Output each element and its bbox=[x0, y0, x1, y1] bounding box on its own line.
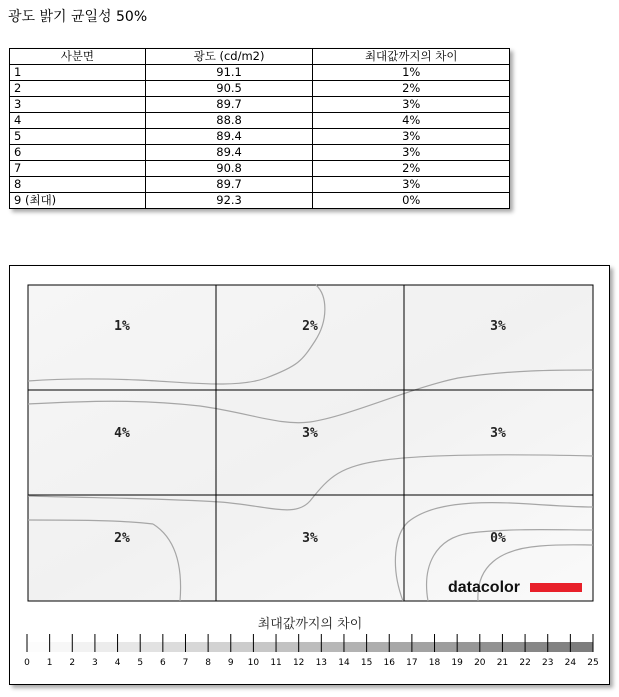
legend-tick-label: 16 bbox=[383, 658, 395, 668]
legend-swatch bbox=[253, 642, 276, 652]
legend-tick-label: 14 bbox=[338, 658, 350, 668]
legend-swatch bbox=[231, 642, 254, 652]
legend-swatch bbox=[72, 642, 95, 652]
legend-swatch bbox=[118, 642, 141, 652]
legend-swatch bbox=[299, 642, 322, 652]
luminance-cell: 89.4 bbox=[145, 145, 313, 161]
legend-title: 최대값까지의 차이 bbox=[257, 617, 363, 632]
cell-label-5: 3% bbox=[302, 426, 318, 441]
legend-tick-label: 20 bbox=[474, 658, 486, 668]
legend-tick-label: 8 bbox=[205, 658, 211, 668]
legend-swatch bbox=[95, 642, 118, 652]
header-luminance: 광도 (cd/m2) bbox=[145, 49, 313, 65]
legend-swatch bbox=[163, 642, 186, 652]
table-row bbox=[10, 65, 510, 81]
legend-tick-label: 12 bbox=[292, 658, 305, 668]
legend-swatch bbox=[140, 642, 163, 652]
datacolor-logo: datacolor bbox=[448, 579, 521, 596]
quadrant-cell: 1 bbox=[10, 65, 146, 81]
legend-swatch bbox=[50, 642, 73, 652]
quadrant-cell: 9 (최대) bbox=[10, 193, 146, 209]
quadrant-cell: 2 bbox=[10, 81, 146, 97]
cell-label-4: 4% bbox=[114, 426, 130, 441]
cell-label-1: 1% bbox=[114, 319, 130, 334]
legend-tick-label: 6 bbox=[159, 658, 166, 668]
legend-tick-labels bbox=[24, 658, 599, 668]
difference-cell: 1% bbox=[313, 65, 510, 81]
legend-swatch bbox=[276, 642, 299, 652]
cell-label-9: 0% bbox=[490, 531, 506, 546]
legend-swatch bbox=[525, 642, 548, 652]
difference-cell: 3% bbox=[313, 177, 510, 193]
legend-tick-label: 4 bbox=[114, 658, 121, 668]
luminance-cell: 90.8 bbox=[145, 161, 313, 177]
quadrant-cell: 3 bbox=[10, 97, 146, 113]
header-difference: 최대값까지의 차이 bbox=[313, 49, 510, 65]
luminance-cell: 89.4 bbox=[145, 129, 313, 145]
legend-scale bbox=[27, 634, 593, 652]
legend-swatch bbox=[208, 642, 231, 652]
uniformity-map-panel bbox=[9, 265, 610, 685]
legend-tick-label: 23 bbox=[541, 658, 554, 668]
table-row bbox=[10, 97, 510, 113]
table-row bbox=[10, 161, 510, 177]
luminance-cell: 90.5 bbox=[145, 81, 313, 97]
legend-tick-label: 24 bbox=[564, 658, 577, 668]
luminance-cell: 89.7 bbox=[145, 177, 313, 193]
legend-tick-label: 0 bbox=[24, 658, 30, 668]
difference-cell: 3% bbox=[313, 145, 510, 161]
difference-cell: 2% bbox=[313, 161, 510, 177]
legend-swatch bbox=[502, 642, 525, 652]
difference-cell: 3% bbox=[313, 129, 510, 145]
legend-swatch bbox=[412, 642, 435, 652]
legend-swatch bbox=[570, 642, 593, 652]
legend-tick-label: 18 bbox=[428, 658, 441, 668]
page-title: 광도 밝기 균일성 50% bbox=[8, 9, 148, 25]
legend-tick-label: 1 bbox=[46, 658, 53, 668]
legend-swatch bbox=[344, 642, 367, 652]
legend-swatch bbox=[389, 642, 412, 652]
table-row bbox=[10, 113, 510, 129]
quadrant-cell: 4 bbox=[10, 113, 146, 129]
legend-tick-label: 21 bbox=[496, 658, 509, 668]
legend-swatch bbox=[185, 642, 208, 652]
quadrant-cell: 7 bbox=[10, 161, 146, 177]
quadrant-cell: 5 bbox=[10, 129, 146, 145]
legend-tick-label: 7 bbox=[182, 658, 189, 668]
luminance-table-container bbox=[9, 48, 510, 209]
difference-cell: 4% bbox=[313, 113, 510, 129]
cell-label-6: 3% bbox=[490, 426, 506, 441]
datacolor-logo-bar bbox=[530, 583, 582, 592]
legend-tick-label: 15 bbox=[360, 658, 373, 668]
cell-label-2: 2% bbox=[302, 319, 318, 334]
table-row bbox=[10, 193, 510, 209]
legend-tick-label: 22 bbox=[519, 658, 531, 668]
luminance-table bbox=[9, 48, 510, 209]
luminance-cell: 92.3 bbox=[145, 193, 313, 209]
table-header-row bbox=[10, 49, 510, 65]
luminance-cell: 91.1 bbox=[145, 65, 313, 81]
cell-label-7: 2% bbox=[114, 531, 130, 546]
luminance-cell: 88.8 bbox=[145, 113, 313, 129]
legend-tick-label: 3 bbox=[92, 658, 98, 668]
legend-tick-label: 11 bbox=[270, 658, 282, 668]
legend-swatch bbox=[27, 642, 50, 652]
quadrant-cell: 8 bbox=[10, 177, 146, 193]
legend-tick-label: 2 bbox=[69, 658, 76, 668]
legend-swatch bbox=[457, 642, 480, 652]
legend-swatch bbox=[321, 642, 344, 652]
legend-tick-label: 9 bbox=[227, 658, 234, 668]
legend-tick-label: 25 bbox=[587, 658, 599, 668]
table-row bbox=[10, 145, 510, 161]
legend-swatch bbox=[480, 642, 503, 652]
legend-swatch bbox=[435, 642, 458, 652]
legend-swatch bbox=[548, 642, 571, 652]
difference-cell: 0% bbox=[313, 193, 510, 209]
legend-swatch bbox=[367, 642, 390, 652]
legend-tick-label: 10 bbox=[247, 658, 260, 668]
cell-label-8: 3% bbox=[302, 531, 318, 546]
cell-label-3: 3% bbox=[490, 319, 506, 334]
header-quadrant: 사분면 bbox=[10, 49, 146, 65]
luminance-cell: 89.7 bbox=[145, 97, 313, 113]
table-row bbox=[10, 177, 510, 193]
table-row bbox=[10, 81, 510, 97]
legend-tick-label: 17 bbox=[406, 658, 418, 668]
legend-tick-label: 13 bbox=[315, 658, 328, 668]
legend-tick-label: 19 bbox=[451, 658, 463, 668]
quadrant-cell: 6 bbox=[10, 145, 146, 161]
uniformity-map bbox=[10, 266, 609, 684]
difference-cell: 2% bbox=[313, 81, 510, 97]
legend-tick-label: 5 bbox=[137, 658, 144, 668]
difference-cell: 3% bbox=[313, 97, 510, 113]
table-row bbox=[10, 129, 510, 145]
